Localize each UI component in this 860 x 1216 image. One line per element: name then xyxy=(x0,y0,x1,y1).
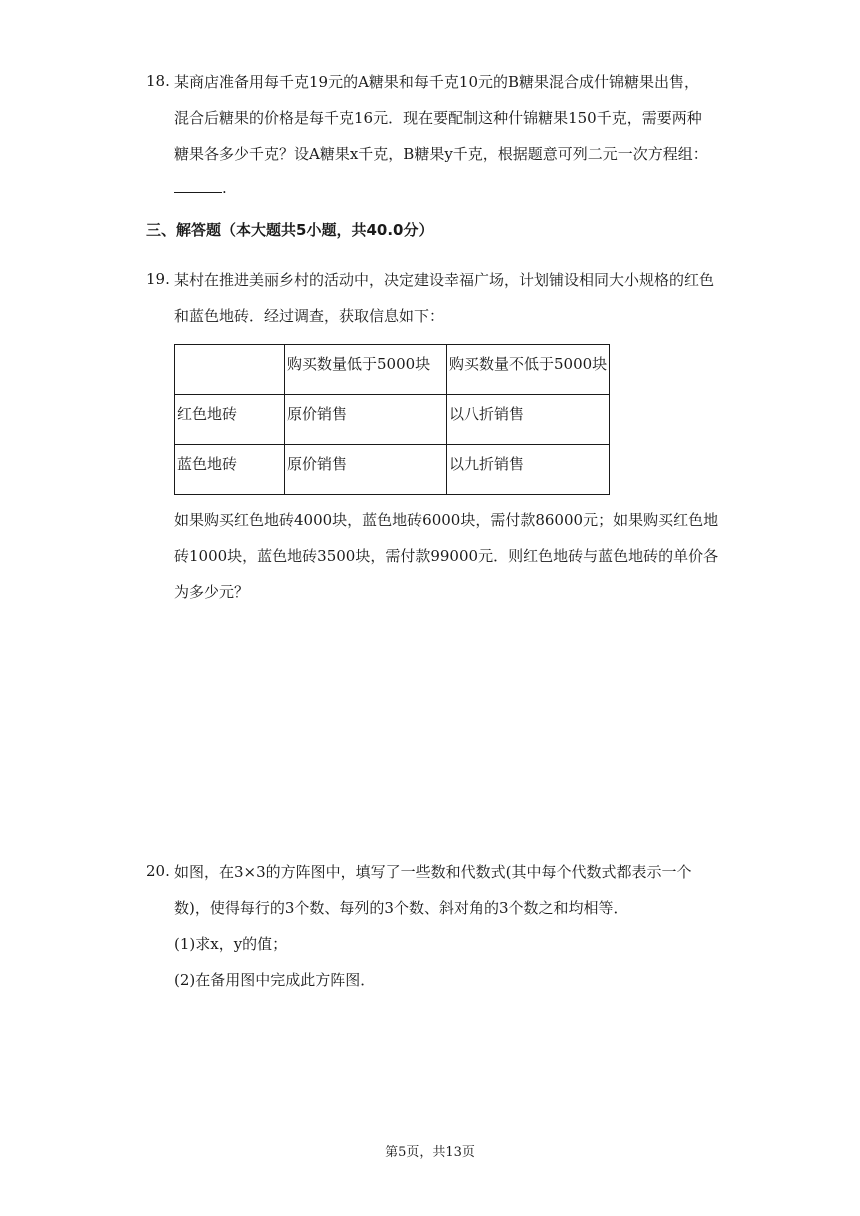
table-cell: 购买数量不低于5000块 xyxy=(447,345,610,395)
answer-blank[interactable] xyxy=(174,178,222,193)
table-row xyxy=(175,445,610,495)
table-cell: 原价销售 xyxy=(285,445,447,495)
answer-line xyxy=(174,178,227,198)
question-text-line: 某商店准备用每千克19元的A糖果和每千克10元的B糖果混合成什锦糖果出售， xyxy=(174,73,700,91)
table-cell: 红色地砖 xyxy=(175,395,285,445)
question-text-line: 混合后糖果的价格是每千克16元．现在要配制这种什锦糖果150千克，需要两种 xyxy=(174,109,702,127)
question-text-line: 某村在推进美丽乡村的活动中，决定建设幸福广场，计划铺设相同大小规格的红色 xyxy=(174,271,715,289)
question-text-line: 为多少元？ xyxy=(174,583,250,601)
table-header-row xyxy=(175,345,610,395)
table-row xyxy=(175,395,610,445)
question-number: 20. xyxy=(146,862,170,880)
question-number: 19. xyxy=(146,270,170,288)
question-text-line: 砖1000块，蓝色地砖3500块，需付款99000元．则红色地砖与蓝色地砖的单价各 xyxy=(174,547,719,565)
section-title: 三、解答题（本大题共5小题，共40.0分） xyxy=(146,221,434,239)
table-cell: 蓝色地砖 xyxy=(175,445,285,495)
question-text-line: 数)，使得每行的3个数、每列的3个数、斜对角的3个数之和均相等． xyxy=(174,899,629,917)
answer-end: . xyxy=(222,179,227,197)
sub-question: (1)求x，y的值； xyxy=(174,935,288,953)
sub-question: (2)在备用图中完成此方阵图． xyxy=(174,971,376,989)
question-text-line: 如果购买红色地砖4000块，蓝色地砖6000块，需付款86000元；如果购买红色地 xyxy=(174,511,719,529)
question-text-line: 和蓝色地砖．经过调查，获取信息如下： xyxy=(174,307,445,325)
question-number: 18. xyxy=(146,72,170,90)
table-cell xyxy=(175,345,285,395)
question-text-line: 如图，在3×3的方阵图中，填写了一些数和代数式(其中每个代数式都表示一个 xyxy=(174,863,692,881)
table-cell: 以九折销售 xyxy=(447,445,610,495)
page-footer: 第5页，共13页 xyxy=(385,1145,475,1160)
table-cell: 原价销售 xyxy=(285,395,447,445)
price-info-table xyxy=(174,344,610,495)
table-cell: 购买数量低于5000块 xyxy=(285,345,447,395)
question-text-line: 糖果各多少千克？设A糖果x千克，B糖果y千克，根据题意可列二元一次方程组： xyxy=(174,145,708,163)
table-cell: 以八折销售 xyxy=(447,395,610,445)
